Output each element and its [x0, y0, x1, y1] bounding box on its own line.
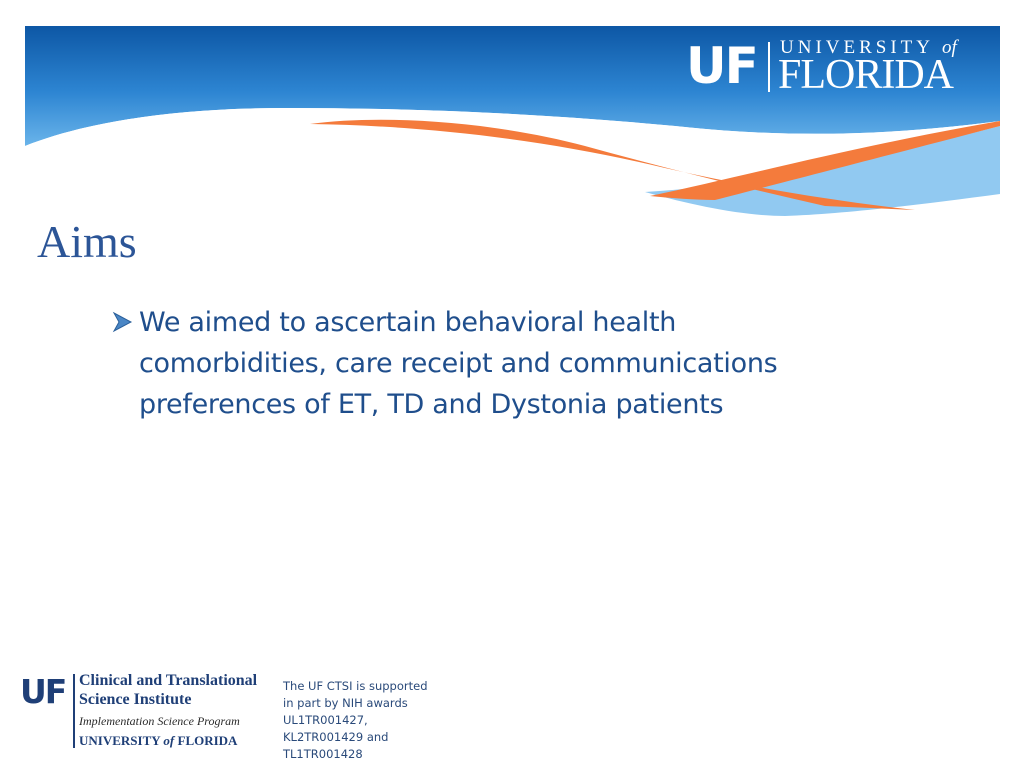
logo-university-text: UNIVERSITY of [780, 37, 957, 58]
arrow-bullet-icon [110, 310, 134, 334]
logo-florida-text: FLORIDA [778, 52, 954, 98]
university-of-florida-logo [686, 36, 986, 96]
support-line: The UF CTSI is supported [283, 679, 428, 693]
bullet-line: We aimed to ascertain behavioral health [139, 307, 677, 338]
footer-university-name: UNIVERSITY of FLORIDA [79, 733, 238, 748]
bullet-item [110, 302, 870, 425]
bullet-list [110, 302, 870, 425]
ctsi-logo [20, 672, 280, 752]
ctsi-name-line1: Clinical and Translational [79, 672, 258, 689]
footer-uf-monogram: UF [20, 672, 66, 711]
logo-divider [768, 42, 770, 92]
support-line: KL2TR001429 and [283, 730, 389, 744]
uf-monogram: UF [686, 37, 757, 95]
bullet-line: preferences of ET, TD and Dystonia patients [139, 389, 724, 420]
support-statement [283, 678, 453, 763]
bullet-line: comorbidities, care receipt and communications [139, 348, 778, 379]
support-line: UL1TR001427, [283, 713, 368, 727]
ctsi-name-line2: Science Institute [79, 691, 192, 708]
slide-title: Aims [37, 216, 137, 267]
support-line: in part by NIH awards [283, 696, 408, 710]
program-name: Implementation Science Program [79, 714, 240, 728]
support-line: TL1TR001428 [283, 747, 363, 761]
footer-logo-divider [73, 674, 75, 748]
